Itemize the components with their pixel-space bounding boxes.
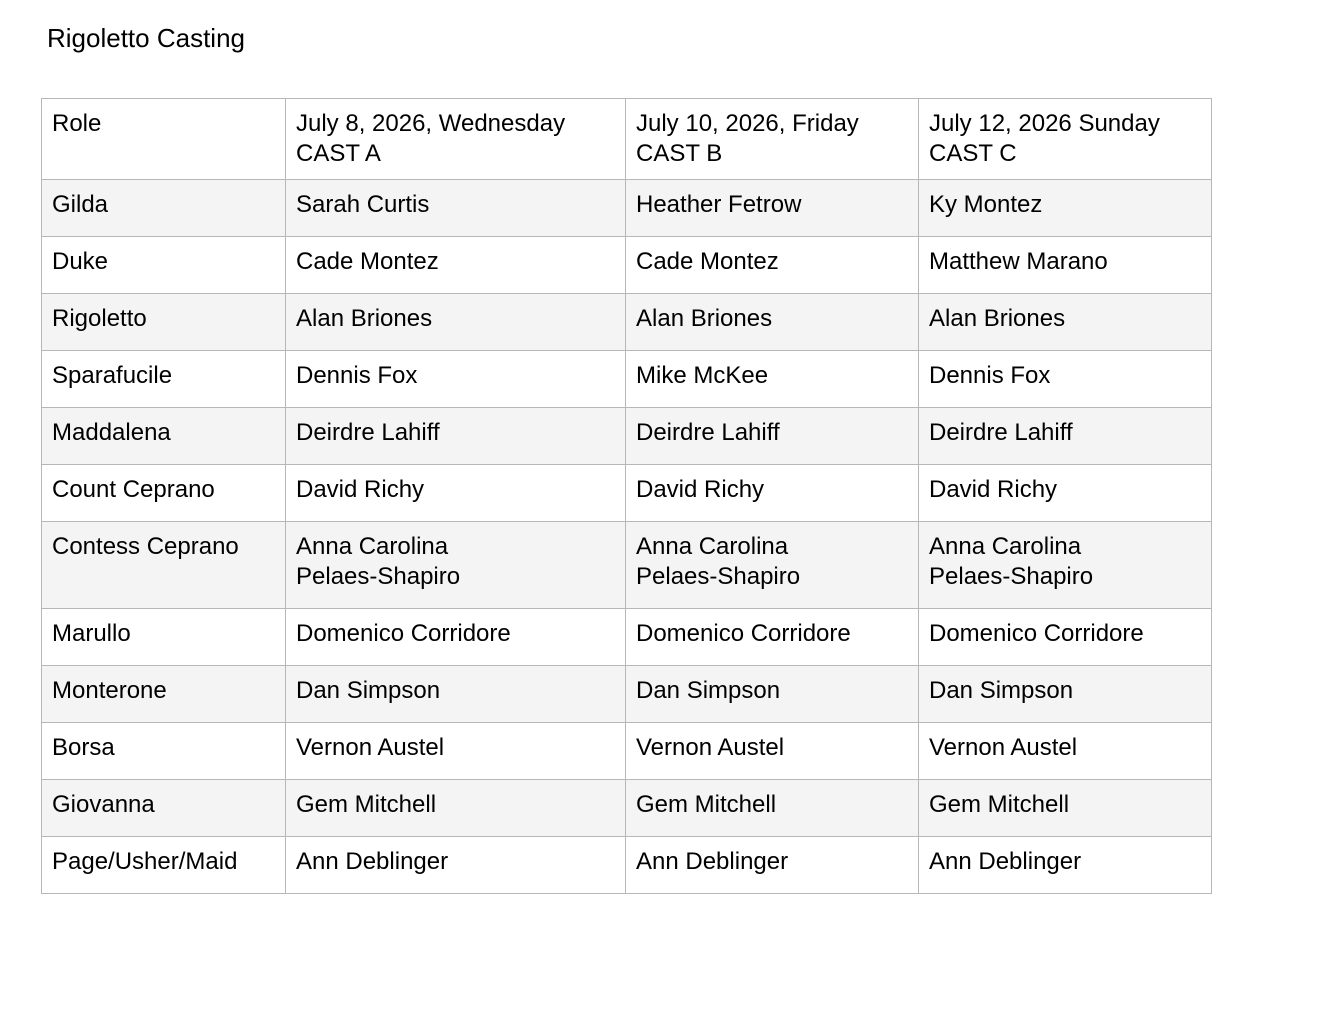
table-row (42, 465, 1212, 522)
table-row (42, 666, 1212, 723)
header-cell-cast-c: July 12, 2026 Sunday CAST C (919, 99, 1212, 180)
cast-a-cell: Domenico Corridore (286, 609, 626, 666)
cast-b-cell: David Richy (626, 465, 919, 522)
cast-c-cell: Vernon Austel (919, 723, 1212, 780)
table-row (42, 351, 1212, 408)
role-cell: Count Ceprano (42, 465, 286, 522)
cast-b-cell: Gem Mitchell (626, 780, 919, 837)
cast-a-cell: Cade Montez (286, 237, 626, 294)
cast-a-cell: Deirdre Lahiff (286, 408, 626, 465)
cast-c-cell: Deirdre Lahiff (919, 408, 1212, 465)
header-row (42, 99, 1212, 180)
header-cell-role: Role (42, 99, 286, 180)
cast-c-cell: Matthew Marano (919, 237, 1212, 294)
role-cell: Maddalena (42, 408, 286, 465)
cast-a-cell: David Richy (286, 465, 626, 522)
role-cell: Sparafucile (42, 351, 286, 408)
cast-b-cell: Domenico Corridore (626, 609, 919, 666)
document-title: Rigoletto Casting (47, 23, 245, 53)
cast-b-cell: Vernon Austel (626, 723, 919, 780)
cast-c-cell: Dan Simpson (919, 666, 1212, 723)
table-row (42, 522, 1212, 609)
role-cell: Contess Ceprano (42, 522, 286, 609)
table-row (42, 180, 1212, 237)
role-cell: Monterone (42, 666, 286, 723)
table-row (42, 609, 1212, 666)
role-cell: Rigoletto (42, 294, 286, 351)
cast-b-cell: Alan Briones (626, 294, 919, 351)
role-cell: Borsa (42, 723, 286, 780)
cast-b-cell: Cade Montez (626, 237, 919, 294)
table-row (42, 723, 1212, 780)
header-cell-cast-a: July 8, 2026, Wednesday CAST A (286, 99, 626, 180)
role-cell: Gilda (42, 180, 286, 237)
cast-a-cell: Sarah Curtis (286, 180, 626, 237)
cast-a-cell: Anna Carolina Pelaes-Shapiro (286, 522, 626, 609)
cast-b-cell: Ann Deblinger (626, 837, 919, 894)
table-row (42, 237, 1212, 294)
cast-c-cell: Domenico Corridore (919, 609, 1212, 666)
header-cell-cast-b: July 10, 2026, Friday CAST B (626, 99, 919, 180)
role-cell: Duke (42, 237, 286, 294)
cast-c-cell: Anna Carolina Pelaes-Shapiro (919, 522, 1212, 609)
cast-c-cell: Gem Mitchell (919, 780, 1212, 837)
cast-a-cell: Dan Simpson (286, 666, 626, 723)
cast-a-cell: Vernon Austel (286, 723, 626, 780)
cast-a-cell: Gem Mitchell (286, 780, 626, 837)
table-row (42, 408, 1212, 465)
cast-b-cell: Heather Fetrow (626, 180, 919, 237)
cast-b-cell: Anna Carolina Pelaes-Shapiro (626, 522, 919, 609)
role-cell: Marullo (42, 609, 286, 666)
casting-table (41, 98, 1212, 894)
cast-a-cell: Ann Deblinger (286, 837, 626, 894)
cast-c-cell: Ky Montez (919, 180, 1212, 237)
role-cell: Page/Usher/Maid (42, 837, 286, 894)
cast-a-cell: Alan Briones (286, 294, 626, 351)
cast-b-cell: Mike McKee (626, 351, 919, 408)
cast-c-cell: David Richy (919, 465, 1212, 522)
cast-c-cell: Alan Briones (919, 294, 1212, 351)
cast-c-cell: Ann Deblinger (919, 837, 1212, 894)
cast-a-cell: Dennis Fox (286, 351, 626, 408)
table-row (42, 780, 1212, 837)
role-cell: Giovanna (42, 780, 286, 837)
cast-c-cell: Dennis Fox (919, 351, 1212, 408)
cast-b-cell: Dan Simpson (626, 666, 919, 723)
table-row (42, 294, 1212, 351)
cast-b-cell: Deirdre Lahiff (626, 408, 919, 465)
table-row (42, 837, 1212, 894)
